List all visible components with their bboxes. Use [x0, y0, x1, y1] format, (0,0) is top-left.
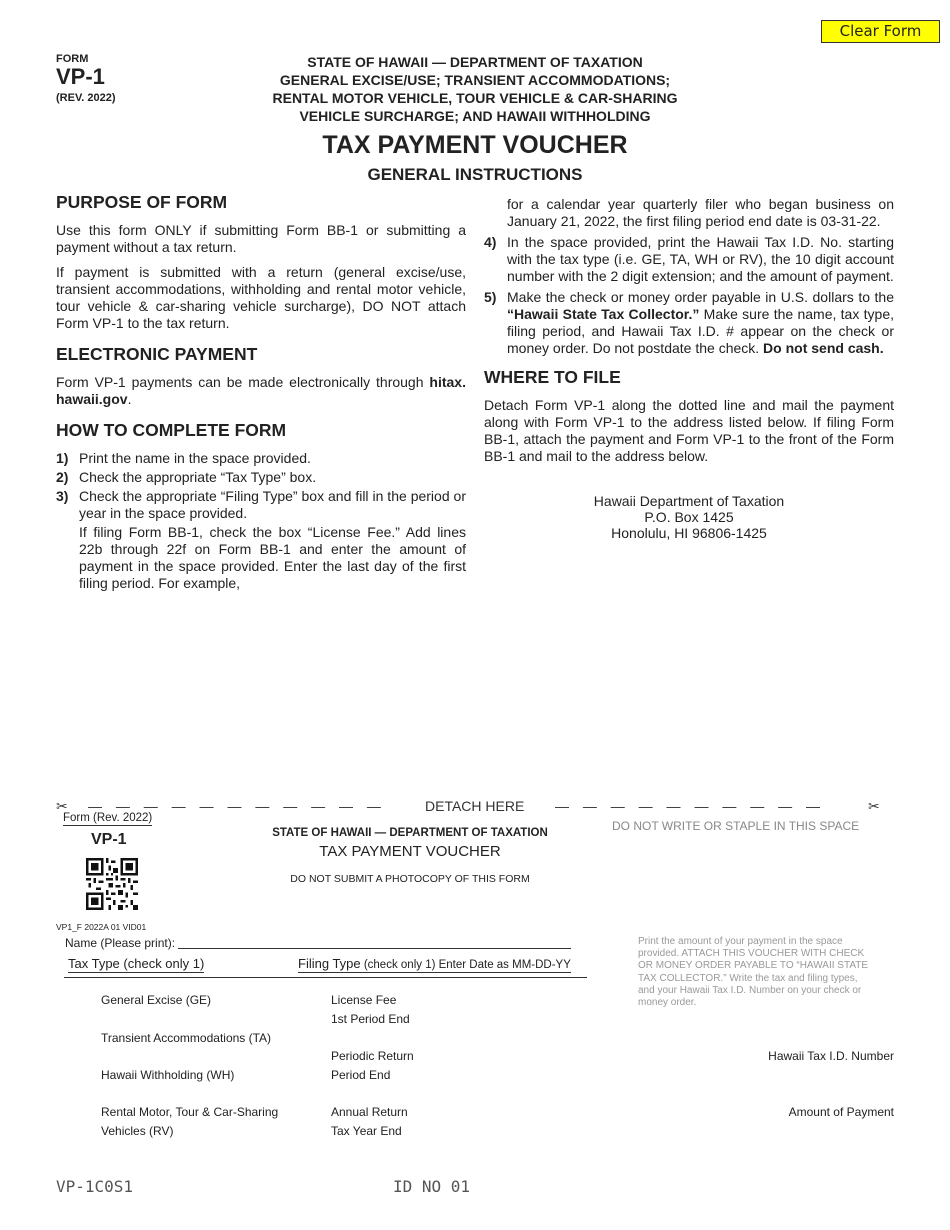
step-4: [484, 234, 894, 285]
voucher-instructions: Print the amount of your payment in the space provided. ATTACH THIS VOUCHER WITH CHECK OR MONEY ORDER PAYABLE TO “HAWAII STATE TAX COLLECTOR.” Write the tax and filing types, and your Hawaii Tax I.D. Number on your check or money order.: [638, 936, 869, 1009]
electronic-paragraph: [56, 374, 466, 408]
step-number: 3): [56, 488, 69, 504]
no-cash-warning: Do not send cash.: [763, 340, 884, 356]
step-text: Check the appropriate “Tax Type” box.: [79, 469, 317, 485]
step-text: Check the appropriate “Filing Type” box and fill in the period or year in the space provided.: [79, 488, 466, 521]
step-5: [484, 289, 894, 357]
step-number: 5): [484, 289, 497, 305]
purpose-paragraph: Use this form ONLY if submitting Form BB-1 or submitting a payment without a tax return.: [56, 222, 466, 255]
tax-year-end-field[interactable]: Tax Year End: [331, 1124, 402, 1138]
instructions-right-column: [484, 196, 894, 541]
tax-type-rv-checkbox[interactable]: Rental Motor, Tour & Car-Sharing: [101, 1105, 279, 1119]
address-line: Hawaii Department of Taxation: [593, 493, 785, 509]
clear-form-button[interactable]: Clear Form: [821, 20, 940, 43]
tax-id-field[interactable]: Hawaii Tax I.D. Number: [768, 1049, 894, 1063]
voucher-state-line: STATE OF HAWAII — DEPARTMENT OF TAXATION: [272, 827, 548, 839]
name-input[interactable]: [178, 948, 571, 949]
filing-type-note: (check only 1) Enter Date as MM-DD-YY: [360, 959, 571, 971]
step-5-text: Make sure the name, tax type, filing period, and Hawaii Tax I.D. # appear on the check or money order. Do not postdate the check.: [507, 306, 894, 356]
step-3-continued-right: for a calendar year quarterly filer who began business on January 21, 2022, the first filing period end date is 03-31-22.: [507, 196, 894, 229]
page-subtitle: GENERAL INSTRUCTIONS: [367, 165, 583, 184]
where-to-file-paragraph: Detach Form VP-1 along the dotted line and mail the payment along with Form VP-1 to the address listed below. If filing Form BB-1, attach the payment and Form VP-1 to the front of the Form BB-1 and mail to the address below.: [484, 397, 894, 464]
voucher-id-code: VP1_F 2022A 01 VID01: [56, 922, 147, 932]
tax-type-rv-label: Vehicles (RV): [101, 1124, 174, 1138]
payee-name: “Hawaii State Tax Collector.”: [507, 306, 700, 322]
agency-line: GENERAL EXCISE/USE; TRANSIENT ACCOMMODATIONS;: [279, 72, 671, 88]
how-to-heading: HOW TO COMPLETE FORM: [56, 420, 287, 440]
step-3: [56, 488, 466, 522]
step-number: 4): [484, 234, 497, 250]
agency-line: RENTAL MOTOR VEHICLE, TOUR VEHICLE & CAR-SHARING: [272, 90, 678, 106]
hitax-link[interactable]: hitax. hawaii.gov: [56, 374, 466, 407]
form-label: FORM: [56, 53, 89, 65]
name-label: Name (Please print):: [65, 936, 176, 950]
electronic-text: Form VP-1 payments can be made electronically through: [56, 374, 430, 390]
filing-periodic-return-checkbox[interactable]: Periodic Return: [331, 1049, 414, 1063]
instructions-left-column: [56, 194, 466, 592]
tax-type-label: Tax Type (check only 1): [68, 956, 205, 971]
scissors-icon: ✂: [56, 798, 68, 814]
where-to-file-heading: WHERE TO FILE: [484, 367, 621, 387]
step-text: [507, 289, 894, 357]
tax-type-ta-checkbox[interactable]: Transient Accommodations (TA): [101, 1031, 272, 1045]
detach-line: [56, 798, 886, 816]
form-revision: (REV. 2022): [56, 92, 116, 104]
agency-line: STATE OF HAWAII — DEPARTMENT OF TAXATION: [307, 54, 643, 70]
agency-header: [230, 53, 720, 125]
filing-annual-return-checkbox[interactable]: Annual Return: [331, 1105, 408, 1119]
period: .: [127, 391, 132, 407]
purpose-paragraph: If payment is submitted with a return (general excise/use, transient accommodations, withholding and rental motor vehicle, tour vehicle & car-sharing vehicle surcharge), DO NOT attach Form VP-1 to the tax return.: [56, 264, 466, 331]
step-3-continued: If filing Form BB-1, check the box “License Fee.” Add lines 22b through 22f on Form BB-1 and enter the amount of payment in the space provided. Enter the last day of the first filing period. For example,: [79, 524, 466, 591]
tax-type-wh-checkbox[interactable]: Hawaii Withholding (WH): [101, 1068, 235, 1082]
dash-line-left: — — — — — — — — — — —: [88, 798, 386, 814]
address-line: Honolulu, HI 96806-1425: [611, 525, 767, 541]
detach-label: DETACH HERE: [425, 798, 525, 814]
mailing-address: [484, 493, 894, 541]
amount-field[interactable]: Amount of Payment: [788, 1105, 894, 1119]
purpose-heading: PURPOSE OF FORM: [56, 192, 228, 212]
electronic-heading: ELECTRONIC PAYMENT: [56, 344, 258, 364]
no-photocopy-notice: DO NOT SUBMIT A PHOTOCOPY OF THIS FORM: [290, 873, 530, 885]
scissors-icon: ✂: [868, 798, 880, 814]
step-1: [56, 450, 466, 467]
voucher-form-number: VP-1: [91, 831, 127, 848]
step-text: In the space provided, print the Hawaii Tax I.D. No. starting with the tax type (i.e. GE, TA, WH or RV), the 10 digit account number with the 2 digit extension; and the amount of payment.: [507, 234, 894, 284]
step-number: 2): [56, 469, 69, 485]
divider: [64, 977, 587, 978]
page-title: TAX PAYMENT VOUCHER: [322, 131, 628, 159]
voucher-form-rev: Form (Rev. 2022): [63, 812, 153, 824]
scan-id: ID NO 01: [393, 1177, 471, 1196]
do-not-write-notice: DO NOT WRITE OR STAPLE IN THIS SPACE: [612, 819, 860, 833]
step-text: Print the name in the space provided.: [79, 450, 311, 466]
qr-code-icon: [86, 858, 138, 910]
filing-type-title: Filing Type: [298, 956, 361, 971]
dash-line-right: — — — — — — — — — —: [555, 798, 826, 814]
period-end-field[interactable]: Period End: [331, 1068, 391, 1082]
filing-type-label: [298, 956, 571, 973]
tax-type-ge-checkbox[interactable]: General Excise (GE): [101, 993, 212, 1007]
step-number: 1): [56, 450, 69, 466]
agency-line: VEHICLE SURCHARGE; AND HAWAII WITHHOLDING: [299, 108, 651, 124]
filing-license-fee-checkbox[interactable]: License Fee: [331, 993, 397, 1007]
voucher-title: TAX PAYMENT VOUCHER: [319, 843, 501, 860]
first-period-end-field[interactable]: 1st Period End: [331, 1012, 410, 1026]
step-5-text: Make the check or money order payable in U.S. dollars to the: [507, 289, 894, 305]
form-number: VP-1: [56, 64, 105, 89]
address-line: P.O. Box 1425: [644, 509, 734, 525]
step-2: [56, 469, 466, 486]
scan-code: VP-1C0S1: [56, 1177, 134, 1196]
